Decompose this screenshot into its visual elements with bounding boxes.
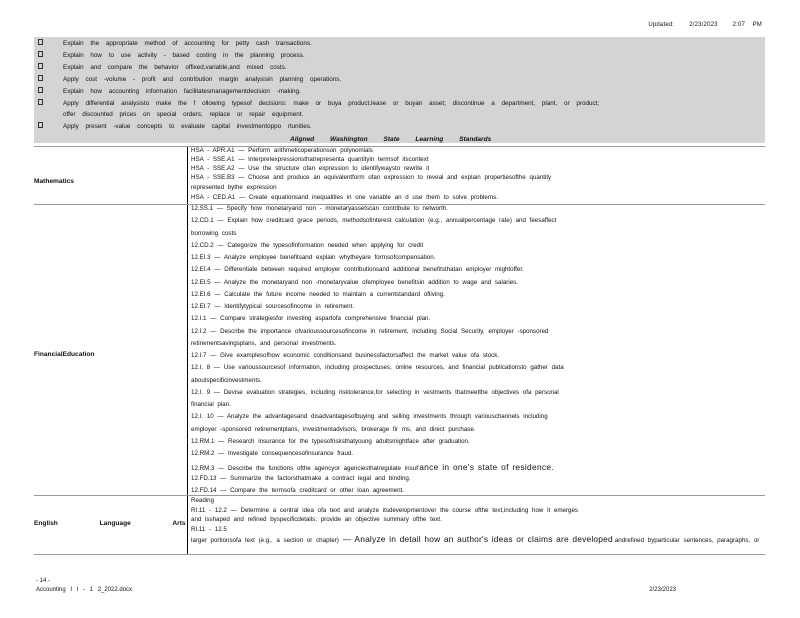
standard-line: 12.EI.7 — Identifytypical sourcesofincome in retirement. <box>191 303 355 311</box>
inserted-text: rance in one's state of residence. <box>416 461 554 472</box>
standard-line: 12.FD.13 — Summarize the factorsthatmake a contract legal and binding. <box>191 474 411 482</box>
subject-financial-education: FinancialEducation <box>34 351 95 358</box>
standard-line: 12.EI.6 — Calculate the future income needed to maintain a currentstandard ofliving. <box>191 290 445 298</box>
bullet-icon <box>38 75 43 81</box>
subject-english-language-arts: English Language Arts <box>34 520 186 527</box>
table-divider <box>34 495 765 496</box>
standard-line: 12.RM.2 — Investigate consequencesofinsurance fraud. <box>191 450 354 458</box>
bullet-icon <box>38 122 43 128</box>
list-item-continuation: offer discounted prices on special orders; replace or repair equipment. <box>63 111 304 118</box>
standard-line: 12.I. 9 — Devise evaluation strategies, including risktolerance,for selecting in vestments thatmeetthe objectives ofa personal <box>191 388 559 396</box>
objectives-list: Explain the appropriate method of accounting for petty cash transactions. Explain how to use activity - based costing in the planning process. Explain and compare the behavior offixed,variable,and mixed costs. Apply cost -volume - profit and contribution margin analysisin planning operations. Explain how accounting information facilitatesmanagementdecision -making. Apply differential analysisto make the f ollowing typesof decisions: make or buya product,lease or buyan asset; discontinue a department, plant, or product; offer discounted prices on special orders; replace or repair equipment. Apply present -value concepts to evaluate capital investmentoppo rtunities. <box>34 37 765 143</box>
standard-line: 12.EI.3 — Analyze employee benefitsand explain whytheyare formsofcompensation. <box>191 254 436 261</box>
standard-line: RI.11 - 12.5 <box>191 526 227 533</box>
inserted-text: — Analyze in detail how an author's ideas or claims are developed <box>342 534 613 544</box>
standard-line: 12.RM.3 — Describe the functions ofthe agencyor agenciesthatregulate insurance in one's state of residence. <box>191 461 554 472</box>
standards-heading: Aligned Washington State Learning Standards <box>290 136 492 143</box>
standard-line: 12.SS.1 — Specify how monetaryand non - monetaryassetscan contribute to networth. <box>191 205 448 212</box>
subject-mathematics: Mathematics <box>34 178 74 185</box>
standard-line: HSA - SSE.A2 — Use the structure ofan expression to identifywaysto rewrite it <box>191 165 430 172</box>
standard-line: HSA - CED.A1 — Create equationsand inequalities in one variable an d use them to solve problems. <box>191 194 498 201</box>
bullet-icon <box>38 63 43 69</box>
standard-line: 12.I.7 — Give examplesofhow economic conditionsand businessfactorsaffect the market value ofa stock. <box>191 352 500 360</box>
bullet-icon <box>38 99 43 105</box>
standard-line: borrowing costs <box>191 229 237 237</box>
standard-line: 12.I. 10 — Analyze the advantagesand disadvantagesofbuying and selling investments through variouschannels including <box>191 413 548 421</box>
bullet-icon <box>38 51 43 57</box>
standard-line: 12.I.2 — Describe the importance ofvarioussourcesofincome in retirement, including Social Security, employer -sponsored <box>191 327 549 335</box>
standard-line: HSA - APR.A1 — Perform arithmeticoperationson polynomials <box>191 147 373 154</box>
bullet-icon <box>38 87 43 93</box>
standard-line: 12.I. 8 — Use varioussourcesof information, including prospectuses, online resources, and financial publicationsto gather data <box>191 364 564 372</box>
document-name: Accounting I I - 1 2_2022.docx <box>36 587 133 593</box>
standard-line: represented bythe expression <box>191 184 277 191</box>
updated-timestamp: Updated: 2/23/2023 2:07 PM <box>648 22 762 28</box>
standard-line: and isshaped and refined byspecificdetails; provide an objective summary ofthe text. <box>191 516 442 523</box>
standard-line: financial plan. <box>191 401 231 409</box>
table-column-divider <box>187 146 188 554</box>
standard-line: Reading <box>191 497 215 504</box>
standard-line: 12.EI.4 — Differentiate between required employer contributionsand additional benefitsthatan employer mightoffer. <box>191 266 524 274</box>
standard-line: employer -sponsored retirementplans, investmentadvisors, brokerage fir ms, and direct purchase. <box>191 425 476 433</box>
standard-line: HSA - SSE.A1 — Interpretexpressionsthatrepresenta quantityin termsof itscontext <box>191 156 429 163</box>
standard-line: 12.RM.1 — Research insurance for the typesofrisksthatyoung adultsmightface after graduation. <box>191 438 470 445</box>
standard-line: aboutspecificinvestments. <box>191 376 262 384</box>
standard-line: retirementsavingsplans, and personal investments. <box>191 339 337 347</box>
standard-line: 12.FD.14 — Compare the termsofa creditcard or other loan agreement. <box>191 487 404 494</box>
page-number: - 14 - <box>36 578 51 584</box>
bullet-icon <box>38 39 43 45</box>
standard-line: larger portionsofa text (e.g., a section or chapter) — Analyze in detail how an author's ideas or claims are developed andrefined byparticular sentences, paragraphs, or <box>191 534 760 544</box>
standard-line: HSA - SSE.B3 — Choose and produce an equivalentform ofan expression to reveal and explain propertiesofthe quantity <box>191 174 552 181</box>
table-divider <box>34 554 765 555</box>
standard-line: RI.11 - 12.2 — Determine a central idea ofa text and analyze itsdevelopmentover the course ofthe text,including how it emerges <box>191 507 578 514</box>
standard-line: 12.EI.5 — Analyze the monetaryand non -monetaryvalue ofemployee benefitsin addition to wage and salaries. <box>191 278 518 286</box>
footer-date: 2/23/2023 <box>649 587 676 593</box>
standard-line: 12.CD.1 — Explain how creditcard grace periods, methodsofinterest calculation (e.g., annualpercentage rate) and feesaffect <box>191 217 557 225</box>
standard-line: 12.CD.2 — Categorize the typesofinformation needed when applying for credit <box>191 241 424 249</box>
standard-line: 12.I.1 — Compare strategiesfor investing aspartofa comprehensive financial plan. <box>191 315 431 323</box>
table-divider <box>34 146 765 147</box>
